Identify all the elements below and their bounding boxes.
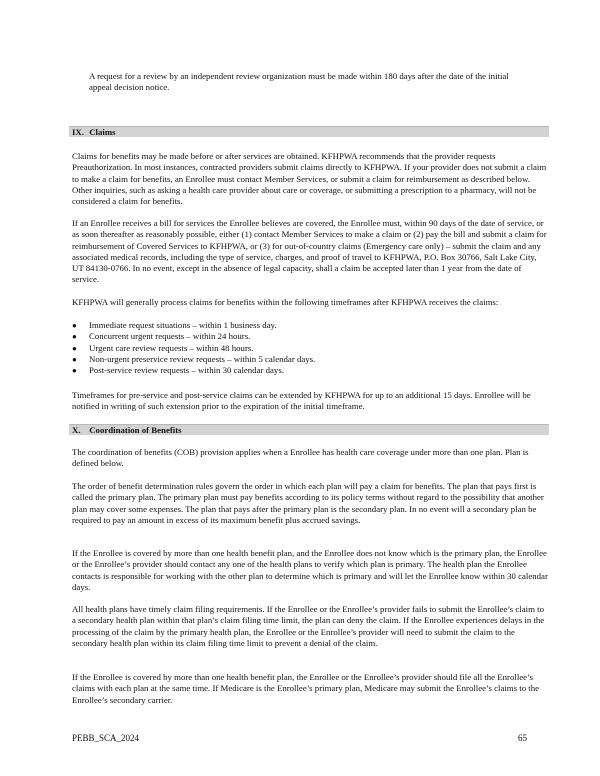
cob-paragraph-3: If the Enrollee is covered by more than one health benefit plan, and the Enrollee does not know which is the primary plan, the Enrollee or the Enrollee’s provider should contact any one of the health plans to verify which plan is primary. The health plan the Enrollee contacts is responsible for working with the other plan to determine which is primary and will let the Enrollee know within 30 calendar days. (72, 548, 548, 592)
list-item: ● Non-urgent preservice review requests – within 5 calendar days. (72, 353, 316, 364)
cob-paragraph-2: The order of benefit determination rules govern the order in which each plan will pay a claim for benefits. The plan that pays first is called the primary plan. The primary plan must pay benefits according to its policy terms without regard to the possibility that another plan may cover some expenses. The plan that pays after the primary plan is the secondary plan. In no event will a secondary plan be required to pay an amount in excess of its maximum benefit plus accrued savings. (72, 481, 544, 525)
claims-extension-paragraph: Timeframes for pre-service and post-service claims can be extended by KFHPWA for up to an additional 15 days. Enrollee will be notified in writing of such extension prior to the expiration of the initial timeframe. (72, 390, 531, 412)
bullet-icon: ● (72, 354, 77, 364)
footer-page-number: 65 (518, 733, 527, 743)
claims-paragraph-1: Claims for benefits may be made before or after services are obtained. KFHPWA recommends that the provider requests Preauthorization. In most instances, contracted providers submit claims directly to KFHPWA. If your provider does not submit a claim to make a claim for benefits, an Enrollee must contact Member Services, or submit a claim for reimbursement as described below. Other inquiries, such as asking a health care provider about care or coverage, or submitting a prescription to a pharmacy, will not be considered a claim for benefits. (72, 151, 547, 207)
section-header-claims (69, 126, 549, 137)
cob-paragraph-4: All health plans have timely claim filing requirements. If the Enrollee or the Enrollee’s provider fails to submit the Enrollee’s claim to a secondary health plan within that plan’s claim filing time limit, the plan can deny the claim. If the Enrollee experiences delays in the processing of the claim by the primary health plan, the Enrollee or the Enrollee’s provider will need to submit the claim to the secondary health plan within its claim filing time limit to prevent a denial of the claim. (72, 604, 545, 648)
section-header-coordination-of-benefits (69, 424, 549, 435)
footer-document-id: PEBB_SCA_2024 (72, 733, 140, 743)
section-title: Claims (89, 127, 116, 137)
section-title: Coordination of Benefits (89, 425, 182, 435)
claims-timeframe-list (72, 320, 548, 376)
cob-paragraph-5: If the Enrollee is covered by more than one health benefit plan, the Enrollee or the Enrollee’s provider should file all the Enrollee’s claims with each plan at the same time. If Medicare is the Enrollee’s primary plan, Medicare may submit the Enrollee’s claims to the Enrollee’s secondary carrier. (72, 672, 540, 705)
bullet-icon: ● (72, 321, 77, 330)
list-item: ● Urgent care review requests – within 48 hours. (72, 342, 254, 353)
intro-paragraph: A request for a review by an independent review organization must be made within 180 days after the date of the initial appeal decision notice. (89, 71, 509, 93)
list-item: ● Concurrent urgent requests – within 24 hours. (72, 331, 251, 342)
bullet-icon: ● (72, 343, 77, 353)
cob-paragraph-1: The coordination of benefits (COB) provision applies when a Enrollee has health care coverage under more than one plan. Plan is defined below. (72, 447, 529, 469)
bullet-icon: ● (72, 366, 77, 376)
bullet-icon: ● (72, 332, 77, 342)
section-number: IX. (72, 127, 84, 137)
claims-paragraph-3: KFHPWA will generally process claims for benefits within the following timeframes after KFHPWA receives the claims: (72, 297, 499, 307)
list-item: ● Immediate request situations – within 1 business day. (72, 320, 277, 330)
claims-paragraph-2: If an Enrollee receives a bill for services the Enrollee believes are covered, the Enrollee must, within 90 days of the date of service, or as soon thereafter as reasonably possible, either (1) contact Member Services to make a claim or (2) pay the bill and submit a claim for reimbursement of Covered Services to KFHPWA, or (3) for out-of-country claims (Emergency care only) – submit the claim and any associated medical records, including the type of service, charges, and proof of travel to KFHPWA, P.O. Box 30766, Salt Lake City, UT 84130-0766. In no event, except in the absence of legal capacity, shall a claim be accepted later than 1 year from the date of service. (72, 218, 547, 285)
list-item: ● Post-service review requests – within 30 calendar days. (72, 365, 284, 376)
section-number: X. (72, 425, 81, 435)
